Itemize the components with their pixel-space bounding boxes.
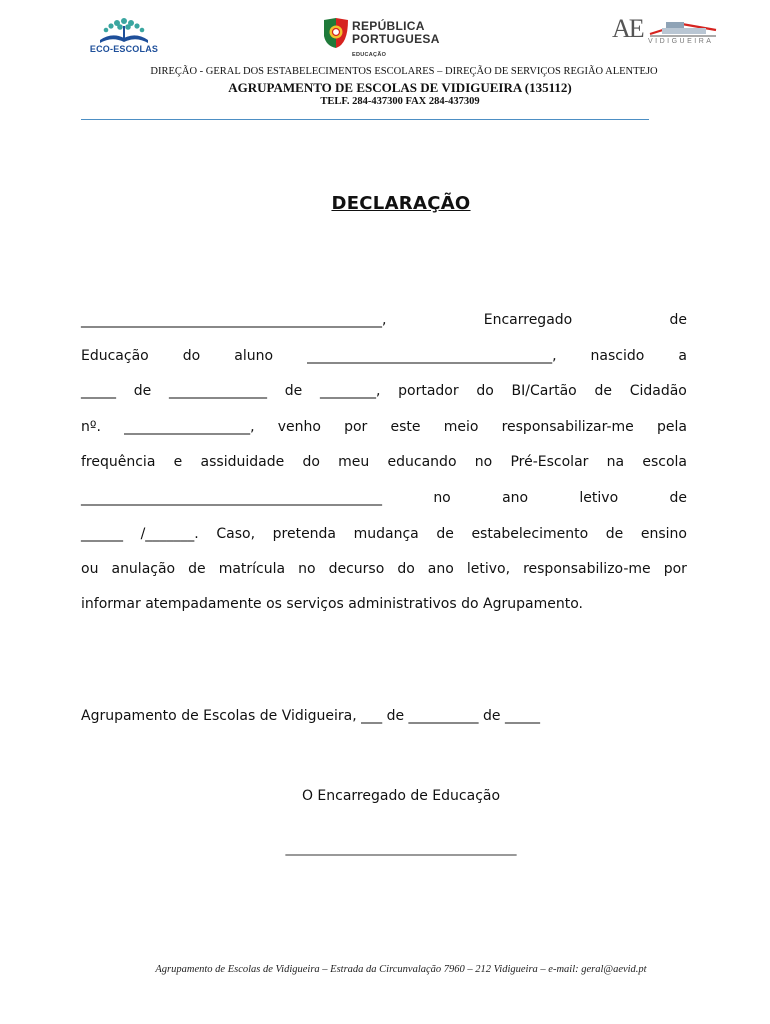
body-word: do <box>302 454 320 470</box>
header-contacts: TELF. 284-437300 FAX 284-437309 <box>320 96 480 107</box>
body-word: responsabilizo-me <box>523 561 651 577</box>
body-word: meu <box>338 454 370 470</box>
body-word: do <box>476 383 494 399</box>
body-word: ______ <box>81 526 123 542</box>
body-word: de <box>594 383 612 399</box>
body-word: responsabilizar-me <box>501 419 634 435</box>
place-date-line: Agrupamento de Escolas de Vidigueira, ___ de __________ de _____ <box>81 708 540 724</box>
body-line-8 <box>81 559 687 579</box>
body-word: de <box>669 312 687 328</box>
body-word: ___________________________________________ <box>81 490 382 506</box>
header-agrupamento: AGRUPAMENTO DE ESCOLAS DE VIDIGUEIRA (135112) <box>228 80 572 95</box>
body-word: /_______. <box>140 526 199 542</box>
body-word: por <box>344 419 368 435</box>
body-line-1 <box>81 310 687 330</box>
signature-label: O Encarregado de Educação <box>301 788 501 804</box>
body-word: Educação <box>81 348 149 364</box>
body-word: ___________________________________, <box>307 348 557 364</box>
body-line-3 <box>81 381 687 401</box>
eco-escolas-label: ECO-ESCOLAS <box>89 44 159 54</box>
signature-line: _________________________________ <box>285 840 517 856</box>
body-word: Cidadão <box>629 383 687 399</box>
body-word: ______________ <box>168 383 267 399</box>
body-word: Encarregado <box>483 312 573 328</box>
body-word: Caso, <box>216 526 256 542</box>
body-word: no <box>433 490 451 506</box>
body-word: no <box>298 561 316 577</box>
body-word: ano <box>502 490 529 506</box>
body-word: do <box>397 561 415 577</box>
body-word: de <box>605 526 624 542</box>
ae-mark: AE <box>612 14 643 43</box>
body-word: por <box>663 561 687 577</box>
body-word: _____ <box>81 383 116 399</box>
eco-escolas-logo <box>84 12 164 56</box>
body-word: __________________, <box>124 419 255 435</box>
body-line-2 <box>81 346 687 366</box>
body-word: aluno <box>234 348 274 364</box>
body-word: de <box>133 383 152 399</box>
body-word: no <box>474 454 493 470</box>
header-divider <box>81 119 649 120</box>
body-word: ensino <box>640 526 687 542</box>
republica-label: REPÚBLICA <box>352 19 425 33</box>
body-word: venho <box>277 419 321 435</box>
body-word: mudança <box>353 526 419 542</box>
body-word: e <box>173 454 183 470</box>
body-word: ________, <box>319 383 381 399</box>
body-word: portador <box>398 383 459 399</box>
educacao-label: EDUCAÇÃO <box>352 52 387 58</box>
body-word: ou <box>81 561 99 577</box>
body-word: de <box>188 561 206 577</box>
republica-portuguesa-emblem <box>322 16 350 50</box>
body-word: decurso <box>328 561 385 577</box>
eco-escolas-emblem <box>84 12 164 46</box>
body-word: educando <box>387 454 457 470</box>
header-direcao: DIREÇÃO - GERAL DOS ESTABELECIMENTOS ESCOLARES – DIREÇÃO DE SERVIÇOS REGIÃO ALENTEJO <box>150 66 658 77</box>
body-word: nascido <box>590 348 645 364</box>
body-word: BI/Cartão <box>511 383 577 399</box>
republica-portuguesa-logo <box>322 16 448 60</box>
body-word: meio <box>443 419 479 435</box>
body-line-5 <box>81 452 687 472</box>
body-word: ___________________________________________, <box>81 312 387 328</box>
body-word: este <box>390 419 421 435</box>
ae-vidigueira-label: VIDIGUEIRA <box>648 38 714 45</box>
portuguesa-label: PORTUGUESA <box>352 32 440 46</box>
body-word: estabelecimento <box>471 526 589 542</box>
body-line-9: informar atempadamente os serviços administrativos do Agrupamento. <box>81 596 583 612</box>
body-line-6 <box>81 488 687 508</box>
body-word: escola <box>642 454 687 470</box>
document-title: DECLARAÇÃO <box>331 193 471 214</box>
body-word: nº. <box>81 419 101 435</box>
body-line-4 <box>81 417 687 437</box>
body-word: pela <box>656 419 687 435</box>
body-word: de <box>669 490 687 506</box>
body-word: anulação <box>111 561 176 577</box>
body-word: do <box>182 348 201 364</box>
body-word: a <box>678 348 687 364</box>
ae-vidigueira-logo <box>612 16 722 50</box>
body-word: pretenda <box>272 526 337 542</box>
body-word: Pré-Escolar <box>510 454 589 470</box>
page-footer: Agrupamento de Escolas de Vidigueira – Estrada da Circunvalação 7960 – 212 Vidigueira – e-mail: geral@aevid.pt <box>155 964 647 975</box>
body-word: assiduidade <box>200 454 285 470</box>
body-word: letivo <box>579 490 619 506</box>
body-word: de <box>284 383 303 399</box>
body-word: frequência <box>81 454 156 470</box>
body-line-7 <box>81 524 687 544</box>
body-word: letivo, <box>466 561 511 577</box>
body-word: ano <box>427 561 454 577</box>
body-word: de <box>436 526 454 542</box>
body-word: matrícula <box>218 561 286 577</box>
body-word: na <box>606 454 625 470</box>
ae-building-graphic <box>646 18 718 38</box>
